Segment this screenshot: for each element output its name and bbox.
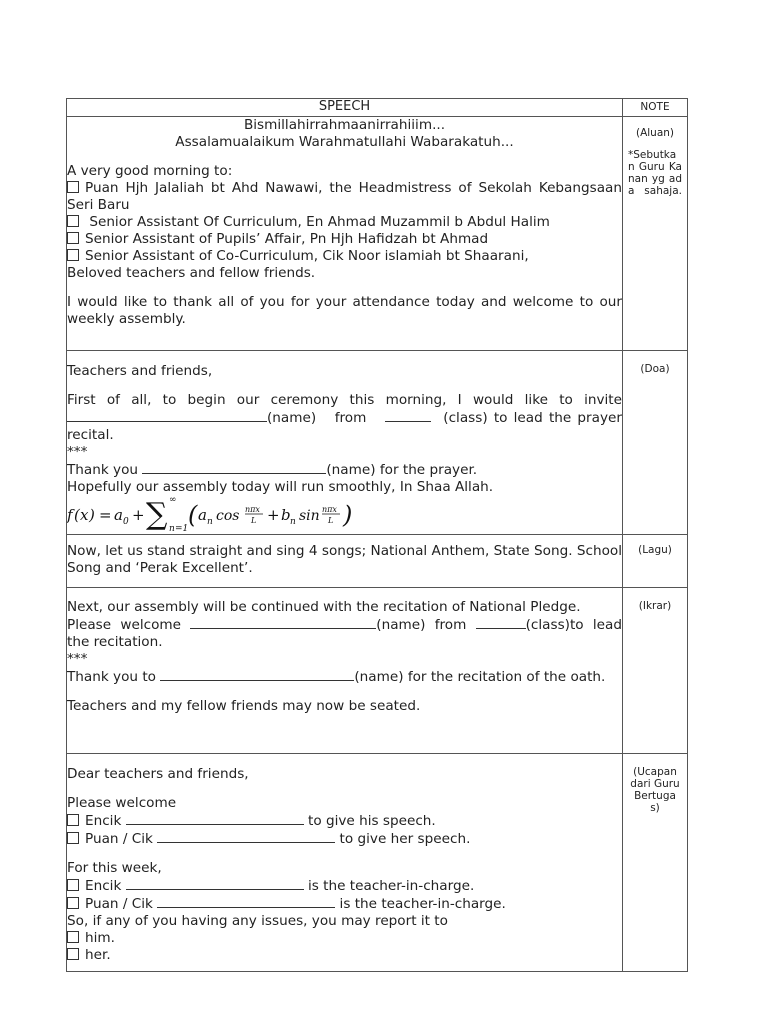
section-ikrar	[67, 588, 688, 754]
note-ucapan: (Ucapan dari Guru Bertugas)	[630, 766, 680, 814]
svg-text:=: =	[99, 506, 112, 524]
thank-line: Thank you (name) for the prayer.	[67, 462, 478, 478]
note-cell-lagu	[623, 535, 688, 588]
hope-line: Hopefully our assembly today will run smoothly, In Shaa Allah.	[67, 479, 494, 495]
svg-text:∑: ∑	[146, 497, 168, 532]
greeting-line: A very good morning to:	[67, 163, 233, 179]
list-item: Puan / Cik to give her speech.	[67, 830, 622, 848]
svg-text:nπx: nπx	[245, 505, 260, 514]
svg-text:a: a	[198, 506, 207, 524]
report-line: So, if any of you having any issues, you may report it to	[67, 913, 448, 929]
thank-line: Thank you to (name) for the recitation of the oath.	[67, 669, 606, 685]
list-item: Encik is the teacher-in-charge.	[67, 877, 622, 895]
note-ikrar: (Ikrar)	[638, 600, 672, 612]
note-cell-doa	[623, 351, 688, 535]
svg-text:sin: sin	[299, 508, 320, 524]
svg-text:a: a	[114, 506, 123, 524]
svg-text:n: n	[290, 517, 296, 527]
seated-line: Teachers and my fellow friends may now be seated.	[67, 698, 421, 714]
note-aluan-body: *Sebutkan Guru Kanan yg ada sahaja.	[628, 149, 682, 197]
name-blank[interactable]	[142, 461, 326, 474]
speech-cell-ikrar	[67, 588, 623, 754]
svg-text:): )	[89, 506, 95, 524]
svg-text:x: x	[80, 506, 89, 524]
list-item: Senior Assistant of Co-Curriculum, Cik Noor islamiah bt Shaarani,	[67, 248, 622, 265]
svg-text:L: L	[328, 516, 334, 525]
note-doa: (Doa)	[640, 363, 670, 375]
salam-line: Assalamualaikum Warahmatullahi Wabarakatuh...	[175, 134, 514, 150]
checkbox-icon	[67, 181, 79, 193]
beloved-line: Beloved teachers and fellow friends.	[67, 265, 316, 281]
speech-cell-doa	[67, 351, 623, 535]
list-item: her.	[67, 947, 622, 964]
header-row	[67, 99, 688, 117]
name-blank[interactable]	[160, 668, 354, 681]
note-cell-aluan	[623, 117, 688, 351]
note-header: NOTE	[623, 99, 688, 117]
invite-paragraph: First of all, to begin our ceremony this morning, I would like to invite (name) from (class) to lead the prayer recital.	[67, 392, 622, 443]
note-cell-ucapan	[623, 754, 688, 972]
section-doa	[67, 351, 688, 535]
checkbox-icon	[67, 931, 79, 943]
stars-line: ***	[67, 651, 88, 667]
week-line: For this week,	[67, 860, 162, 876]
svg-text:nπx: nπx	[322, 505, 337, 514]
svg-text:cos: cos	[216, 508, 240, 524]
name-blank[interactable]	[126, 812, 304, 825]
songs-paragraph: Now, let us stand straight and sing 4 songs; National Anthem, State Song. School Song and ‘Perak Excellent’.	[67, 543, 622, 576]
speech-cell-aluan	[67, 117, 623, 351]
fourier-formula	[67, 496, 622, 534]
welcome-line: Please welcome (name) from (class)to lead the recitation.	[67, 617, 622, 650]
section-lagu	[67, 535, 688, 588]
pledge-paragraph: Next, our assembly will be continued with the recitation of National Pledge.	[67, 599, 581, 615]
opening-line: Teachers and friends,	[67, 363, 213, 379]
name-blank[interactable]	[157, 895, 335, 908]
thanks-paragraph: I would like to thank all of you for your attendance today and welcome to our weekly assembly.	[67, 294, 622, 327]
stars-line: ***	[67, 444, 88, 460]
note-cell-ikrar	[623, 588, 688, 754]
opening-line: Dear teachers and friends,	[67, 766, 249, 782]
welcome-line: Please welcome	[67, 795, 177, 811]
checkbox-icon	[67, 215, 79, 227]
checkbox-icon	[67, 897, 79, 909]
checkbox-icon	[67, 814, 79, 826]
list-item: Puan / Cik is the teacher-in-charge.	[67, 895, 622, 913]
name-blank[interactable]	[190, 616, 376, 629]
svg-text:+: +	[132, 506, 145, 524]
class-blank[interactable]	[476, 616, 526, 629]
svg-text:L: L	[251, 516, 257, 525]
svg-text:(: (	[74, 506, 80, 524]
svg-text:n: n	[207, 517, 213, 527]
checkbox-icon	[67, 249, 79, 261]
svg-text:b: b	[281, 506, 291, 524]
note-aluan-title: (Aluan)	[635, 127, 675, 139]
svg-text:f: f	[67, 506, 73, 524]
list-item: Puan Hjh Jalaliah bt Ahd Nawawi, the Headmistress of Sekolah Kebangsaan Seri Baru	[67, 180, 622, 213]
name-blank[interactable]	[67, 409, 267, 422]
name-blank[interactable]	[157, 830, 335, 843]
section-ucapan	[67, 754, 688, 972]
svg-text:): )	[343, 501, 353, 529]
note-lagu: (Lagu)	[638, 544, 672, 556]
checkbox-icon	[67, 232, 79, 244]
list-item: Senior Assistant Of Curriculum, En Ahmad Muzammil b Abdul Halim	[67, 214, 622, 231]
speech-cell-lagu	[67, 535, 623, 588]
svg-text:(: (	[188, 501, 198, 529]
svg-text:=1: =1	[175, 524, 189, 534]
bismillah-line: Bismillahirrahmaanirrahiiim...	[243, 117, 446, 133]
svg-text:0: 0	[123, 517, 129, 527]
list-item: him.	[67, 930, 622, 947]
list-item: Senior Assistant of Pupils’ Affair, Pn Hjh Hafidzah bt Ahmad	[67, 231, 622, 248]
speech-header: SPEECH	[67, 99, 623, 117]
fourier-formula-svg	[67, 496, 367, 534]
class-blank[interactable]	[385, 409, 431, 422]
speech-cell-ucapan	[67, 754, 623, 972]
checkbox-icon	[67, 879, 79, 891]
svg-text:+: +	[267, 506, 280, 524]
speech-table	[66, 98, 688, 972]
svg-text:n: n	[169, 524, 175, 534]
list-item: Encik to give his speech.	[67, 812, 622, 830]
name-blank[interactable]	[126, 877, 304, 890]
checkbox-icon	[67, 832, 79, 844]
checkbox-icon	[67, 948, 79, 960]
svg-text:∞: ∞	[169, 496, 177, 505]
section-aluan	[67, 117, 688, 351]
